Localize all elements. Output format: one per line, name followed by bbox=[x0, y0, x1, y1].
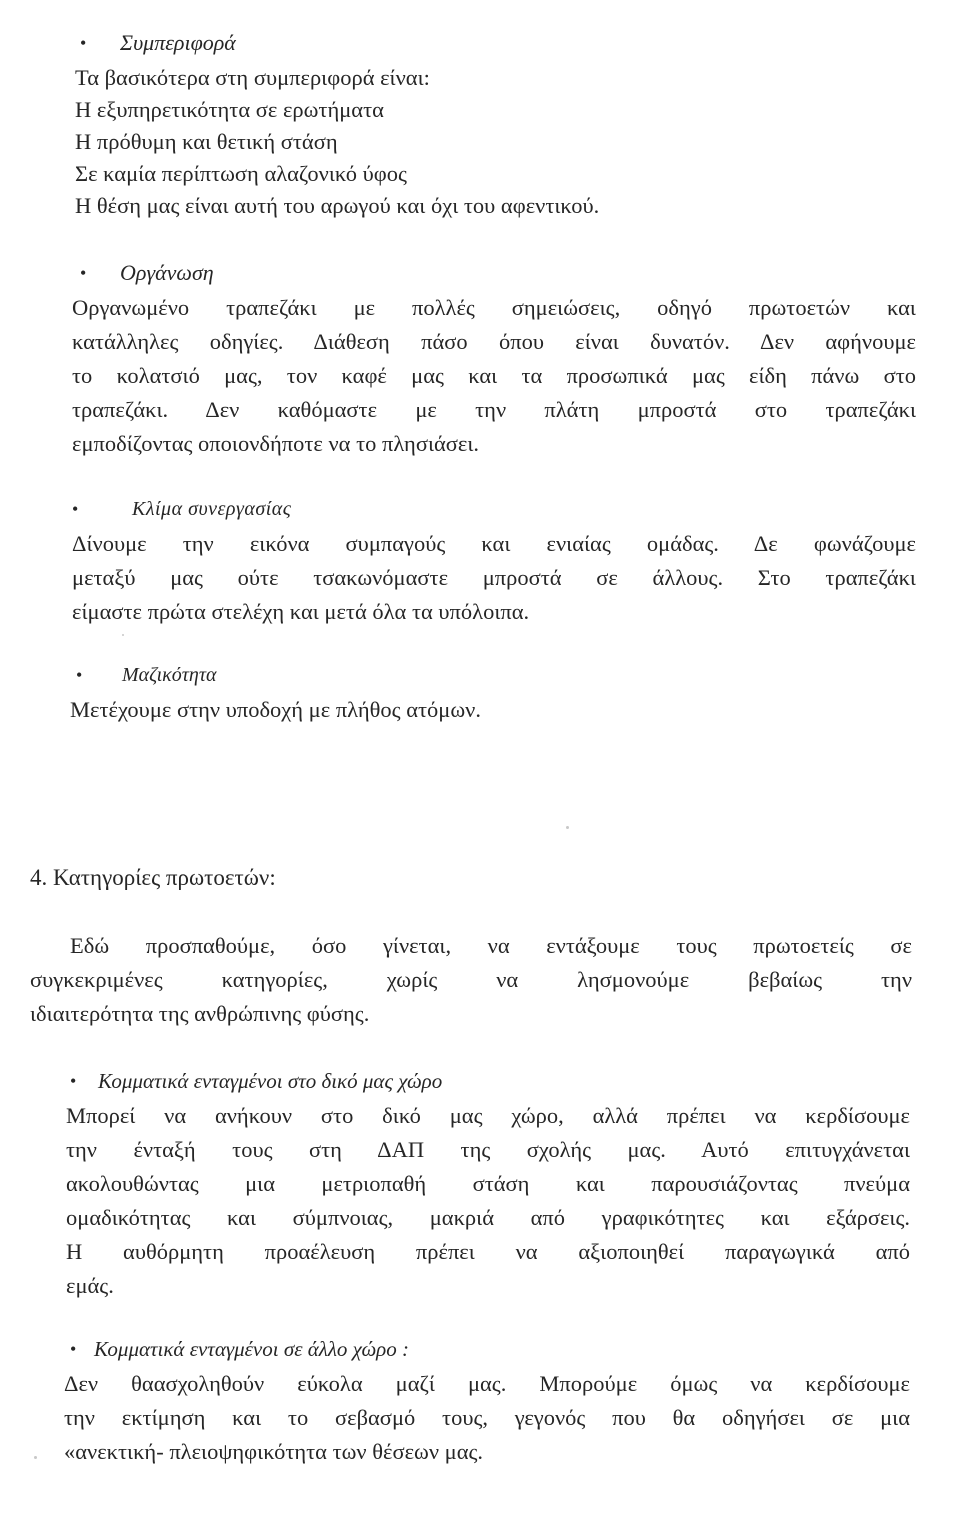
body-line: την ένταξή τους στη ΔΑΠ της σχολής μας. Αυτό επιτυγχάνεται bbox=[66, 1137, 910, 1162]
scan-speck bbox=[122, 634, 124, 636]
intro-line: ιδιαιτερότητα της ανθρώπινης φύσης. bbox=[30, 1001, 370, 1026]
body-line: είμαστε πρώτα στελέχη και μετά όλα τα υπόλοιπα. bbox=[72, 599, 530, 624]
bullet-marker: • bbox=[70, 1071, 77, 1091]
body-line: Οργανωμένο τραπεζάκι με πολλές σημειώσεις, οδηγό πρωτοετών και bbox=[72, 295, 916, 320]
body-line: Τα βασικότερα στη συμπεριφορά είναι: bbox=[75, 65, 430, 90]
subsection-heading-own-space: Κομματικά ενταγμένοι στο δικό μας χώρο bbox=[98, 1069, 443, 1093]
bullet-marker: • bbox=[80, 263, 87, 283]
body-line: εμάς. bbox=[66, 1273, 114, 1298]
body-line: Δεν θαασχοληθούν εύκολα μαζί μας. Μπορούμε όμως να κερδίσουμε bbox=[64, 1371, 910, 1396]
section-heading-mass: Μαζικότητα bbox=[122, 664, 217, 686]
bullet-marker: • bbox=[70, 1339, 77, 1359]
body-line: μεταξύ μας ούτε τσακωνόμαστε μπροστά σε άλλους. Στο τραπεζάκι bbox=[72, 565, 916, 590]
body-line: Η θέση μας είναι αυτή του αρωγού και όχι του αφεντικού. bbox=[75, 193, 600, 218]
chapter-title: 4. Κατηγορίες πρωτοετών: bbox=[30, 865, 276, 890]
scan-speck bbox=[34, 1456, 37, 1459]
intro-line: συγκεκριμένες κατηγορίες, χωρίς να λησμονούμε βεβαίως την bbox=[30, 967, 912, 992]
body-line: Μετέχουμε στην υποδοχή με πλήθος ατόμων. bbox=[70, 697, 481, 722]
bullet-marker: • bbox=[72, 499, 79, 519]
body-line: Η αυθόρμητη προαέλευση πρέπει να αξιοποιηθεί παραγωγικά από bbox=[66, 1239, 910, 1264]
body-line: κατάλληλες οδηγίες. Διάθεση πάσο όπου είναι δυνατόν. Δεν αφήνουμε bbox=[72, 329, 916, 354]
body-line: την εκτίμηση και το σεβασμό τους, γεγονός που θα οδηγήσει σε μια bbox=[64, 1405, 910, 1430]
body-line: Η πρόθυμη και θετική στάση bbox=[75, 129, 338, 154]
body-line: Η εξυπηρετικότητα σε ερωτήματα bbox=[75, 97, 384, 122]
subsection-heading-other-space: Κομματικά ενταγμένοι σε άλλο χώρο : bbox=[94, 1337, 409, 1361]
body-line: «ανεκτική- πλειοψηφικότητα των θέσεων μας. bbox=[64, 1439, 484, 1464]
body-line: ομαδικότητας και σύμπνοιας, μακριά από γραφικότητες και εξάρσεις. bbox=[66, 1205, 910, 1230]
bullet-marker: • bbox=[80, 33, 87, 53]
body-line: Σε καμία περίπτωση αλαζονικό ύφος bbox=[75, 161, 407, 186]
body-line: τραπεζάκι. Δεν καθόμαστε με την πλάτη μπροστά στο τραπεζάκι bbox=[72, 397, 916, 422]
body-line: Μπορεί να ανήκουν στο δικό μας χώρο, αλλά πρέπει να κερδίσουμε bbox=[66, 1103, 910, 1128]
scan-speck bbox=[566, 826, 569, 829]
body-line: ακολουθώντας μια μετριοπαθή στάση και παρουσιάζοντας πνεύμα bbox=[66, 1171, 910, 1196]
body-line: εμποδίζοντας οποιονδήποτε να το πλησιάσει. bbox=[72, 431, 480, 456]
section-heading-organization: Οργάνωση bbox=[120, 260, 214, 285]
intro-line: Εδώ προσπαθούμε, όσο γίνεται, να εντάξουμε τους πρωτοετείς σε bbox=[70, 933, 912, 958]
body-line: το κολατσιό μας, τον καφέ μας και τα προσωπικά μας είδη πάνω στο bbox=[72, 363, 916, 388]
section-heading-cooperation: Κλίμα συνεργασίας bbox=[132, 498, 292, 520]
section-heading-behavior: Συμπεριφορά bbox=[120, 30, 236, 55]
body-line: Δίνουμε την εικόνα συμπαγούς και ενιαίας ομάδας. Δε φωνάζουμε bbox=[72, 531, 916, 556]
bullet-marker: • bbox=[76, 665, 83, 685]
